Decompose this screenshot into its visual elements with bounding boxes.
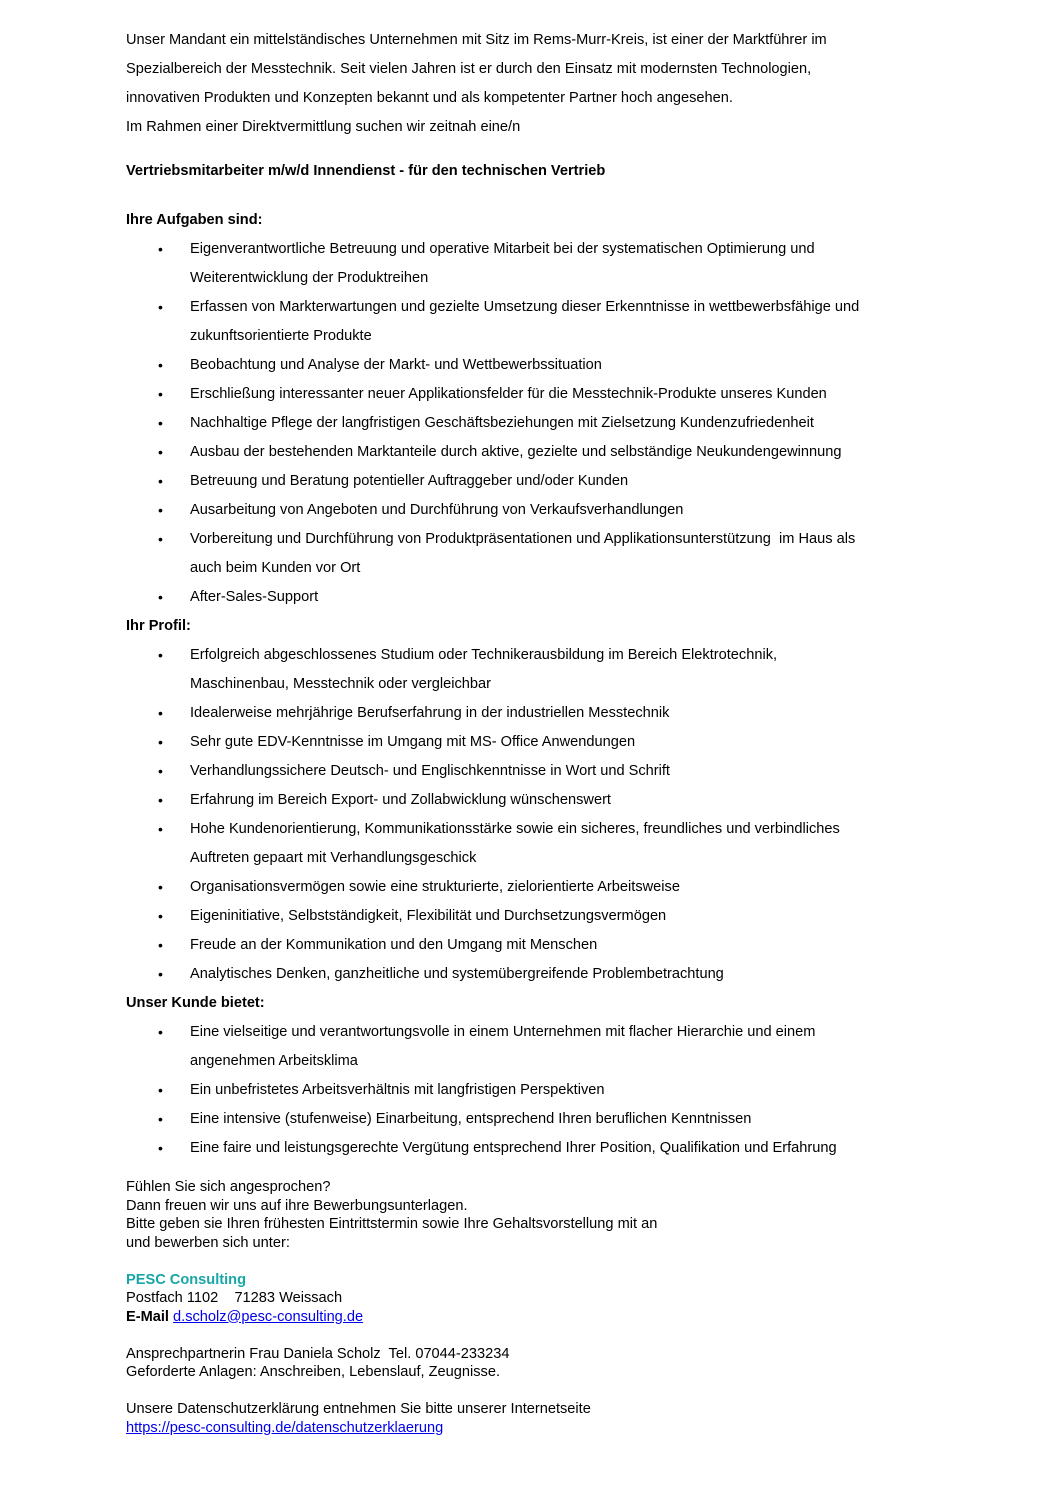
list-item-line: angenehmen Arbeitsklima: [190, 1053, 358, 1069]
list-item-line: Vorbereitung und Durchführung von Produktpräsentationen und Applikationsunterstützung im Haus als: [190, 531, 856, 547]
list-item-line: Analytisches Denken, ganzheitliche und systemübergreifende Problembetrachtung: [190, 966, 724, 982]
list-item-line: Organisationsvermögen sowie eine strukturierte, zielorientierte Arbeitsweise: [190, 879, 680, 895]
list-item-line: Eine intensive (stufenweise) Einarbeitung, entsprechend Ihren beruflichen Kenntnissen: [190, 1111, 752, 1127]
tasks-list: [126, 235, 946, 612]
bullet-icon: •: [158, 502, 163, 518]
list-item-line: Eigenverantwortliche Betreuung und operative Mitarbeit bei der systematischen Optimierung und: [190, 241, 815, 257]
list-item: [126, 380, 946, 409]
document-page: [126, 26, 946, 1437]
list-item: [126, 757, 946, 786]
list-item-line: Eine vielseitige und verantwortungsvolle in einem Unternehmen mit flacher Hierarchie und einem: [190, 1024, 816, 1040]
company-address: Postfach 1102 71283 Weissach: [126, 1290, 343, 1306]
list-item: [126, 1018, 946, 1076]
bullet-icon: •: [158, 1140, 163, 1156]
bullet-icon: •: [158, 821, 163, 837]
bullet-icon: •: [158, 415, 163, 431]
list-item: [126, 902, 946, 931]
bullet-icon: •: [158, 386, 163, 402]
closing-line: Fühlen Sie sich angesprochen?: [126, 1179, 331, 1195]
list-item: [126, 786, 946, 815]
offer-list: [126, 1018, 946, 1163]
tasks-heading: Ihre Aufgaben sind:: [126, 212, 263, 228]
list-item-line: Eigeninitiative, Selbstständigkeit, Flexibilität und Durchsetzungsvermögen: [190, 908, 667, 924]
bullet-icon: •: [158, 1024, 163, 1040]
closing-line: Dann freuen wir uns auf ihre Bewerbungsunterlagen.: [126, 1197, 468, 1214]
bullet-icon: •: [158, 589, 163, 605]
list-item-line: Hohe Kundenorientierung, Kommunikationsstärke sowie ein sicheres, freundliches und verbindliches: [190, 821, 840, 837]
bullet-icon: •: [158, 966, 163, 982]
list-item: [126, 1134, 946, 1163]
job-title: Vertriebsmitarbeiter m/w/d Innendienst - für den technischen Vertrieb: [126, 163, 606, 179]
list-item-line: Maschinenbau, Messtechnik oder vergleichbar: [190, 676, 491, 692]
bullet-icon: •: [158, 879, 163, 895]
list-item-line: Ein unbefristetes Arbeitsverhältnis mit langfristigen Perspektiven: [190, 1082, 605, 1098]
list-item: [126, 641, 946, 699]
intro-line: Spezialbereich der Messtechnik. Seit vielen Jahren ist er durch den Einsatz mit modernsten Technologien,: [126, 61, 812, 77]
bullet-icon: •: [158, 734, 163, 750]
list-item-line: Eine faire und leistungsgerechte Vergütung entsprechend Ihrer Position, Qualifikation und Erfahrung: [190, 1140, 837, 1156]
privacy-text: Unsere Datenschutzerklärung entnehmen Sie bitte unserer Internetseite: [126, 1401, 591, 1417]
bullet-icon: •: [158, 647, 163, 663]
bullet-icon: •: [158, 705, 163, 721]
list-item-line: auch beim Kunden vor Ort: [190, 560, 361, 576]
spacer: [126, 1252, 946, 1271]
list-item: [126, 583, 946, 612]
required-documents: Geforderte Anlagen: Anschreiben, Lebenslauf, Zeugnisse.: [126, 1364, 501, 1380]
bullet-icon: •: [158, 937, 163, 953]
list-item-line: Beobachtung und Analyse der Markt- und Wettbewerbssituation: [190, 357, 602, 373]
list-item-line: After-Sales-Support: [190, 589, 319, 605]
bullet-icon: •: [158, 763, 163, 779]
list-item-line: Freude an der Kommunikation und den Umgang mit Menschen: [190, 937, 598, 953]
bullet-icon: •: [158, 1111, 163, 1127]
list-item-line: Erfahrung im Bereich Export- und Zollabwicklung wünschenswert: [190, 792, 611, 808]
profile-heading: Ihr Profil:: [126, 618, 191, 634]
list-item: [126, 496, 946, 525]
bullet-icon: •: [158, 357, 163, 373]
intro-line: innovativen Produkten und Konzepten bekannt und als kompetenter Partner hoch angesehen.: [126, 90, 733, 106]
contact-person: Ansprechpartnerin Frau Daniela Scholz Tel. 07044-233234: [126, 1345, 510, 1362]
list-item: [126, 931, 946, 960]
list-item-line: Sehr gute EDV-Kenntnisse im Umgang mit MS- Office Anwendungen: [190, 734, 636, 750]
bullet-icon: •: [158, 473, 163, 489]
contact-block: [126, 1178, 946, 1437]
list-item: [126, 351, 946, 380]
privacy-link[interactable]: https://pesc-consulting.de/datenschutzerklaerung: [126, 1419, 444, 1436]
email-label: E-Mail: [126, 1308, 169, 1325]
closing-line: und bewerben sich unter:: [126, 1234, 290, 1251]
list-item: [126, 873, 946, 902]
profile-list: [126, 641, 946, 989]
list-item-line: Ausarbeitung von Angeboten und Durchführung von Verkaufsverhandlungen: [190, 502, 684, 518]
list-item: [126, 1105, 946, 1134]
offer-heading: Unser Kunde bietet:: [126, 995, 265, 1011]
bullet-icon: •: [158, 792, 163, 808]
email-link[interactable]: d.scholz@pesc-consulting.de: [173, 1308, 364, 1325]
list-item: [126, 235, 946, 293]
list-item: [126, 525, 946, 583]
list-item-line: Verhandlungssichere Deutsch- und Englischkenntnisse in Wort und Schrift: [190, 763, 670, 779]
intro-line: Im Rahmen einer Direktvermittlung suchen wir zeitnah eine/n: [126, 119, 521, 135]
list-item: [126, 728, 946, 757]
email-row: [126, 1308, 946, 1327]
bullet-icon: •: [158, 241, 163, 257]
bullet-icon: •: [158, 299, 163, 315]
bullet-icon: •: [158, 1082, 163, 1098]
list-item-line: Betreuung und Beratung potentieller Auftraggeber und/oder Kunden: [190, 473, 629, 489]
list-item-line: Idealerweise mehrjährige Berufserfahrung in der industriellen Messtechnik: [190, 705, 670, 721]
closing-line: Bitte geben sie Ihren frühesten Eintrittstermin sowie Ihre Gehaltsvorstellung mit an: [126, 1216, 658, 1232]
list-item: [126, 409, 946, 438]
list-item: [126, 699, 946, 728]
list-item: [126, 1076, 946, 1105]
intro-text: [126, 26, 946, 142]
list-item-line: Erfassen von Markterwartungen und gezielte Umsetzung dieser Erkenntnisse in wettbewerbsfähige und: [190, 299, 860, 315]
list-item: [126, 815, 946, 873]
list-item-line: Ausbau der bestehenden Marktanteile durch aktive, gezielte und selbständige Neukundengewinnung: [190, 444, 842, 460]
bullet-icon: •: [158, 531, 163, 547]
spacer: [126, 1382, 946, 1401]
bullet-icon: •: [158, 444, 163, 460]
intro-line: Unser Mandant ein mittelständisches Unternehmen mit Sitz im Rems-Murr-Kreis, ist einer der Marktführer im: [126, 32, 827, 48]
list-item: [126, 960, 946, 989]
list-item-line: Auftreten gepaart mit Verhandlungsgeschick: [190, 850, 477, 866]
list-item: [126, 438, 946, 467]
list-item-line: Erschließung interessanter neuer Applikationsfelder für die Messtechnik-Produkte unseres Kunden: [190, 386, 827, 402]
list-item: [126, 293, 946, 351]
list-item-line: Erfolgreich abgeschlossenes Studium oder Technikerausbildung im Bereich Elektrotechnik,: [190, 647, 778, 663]
list-item-line: Weiterentwicklung der Produktreihen: [190, 270, 429, 286]
company-name: PESC Consulting: [126, 1271, 246, 1288]
list-item-line: Nachhaltige Pflege der langfristigen Geschäftsbeziehungen mit Zielsetzung Kundenzufriedenheit: [190, 415, 814, 431]
list-item-line: zukunftsorientierte Produkte: [190, 328, 372, 344]
list-item: [126, 467, 946, 496]
spacer: [126, 1326, 946, 1345]
bullet-icon: •: [158, 908, 163, 924]
